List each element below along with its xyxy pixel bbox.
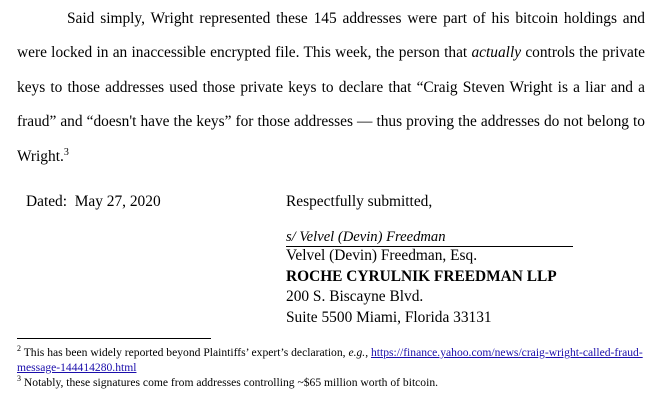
dated-line: Dated: May 27, 2020 <box>26 193 161 210</box>
signature-line: s/ Velvel (Devin) Freedman <box>286 229 573 247</box>
footnote-text: This has been widely reported beyond Plaintiffs’ expert’s declaration, <box>21 346 349 359</box>
address-line-2: Suite 5500 Miami, Florida 33131 <box>286 308 492 326</box>
footnote-divider <box>17 338 211 339</box>
body-paragraph <box>17 2 645 174</box>
footnote-2 <box>17 346 657 375</box>
paragraph-text-1: Said simply, Wright represented these 145 addresses were part of his bitcoin holdings and were locked in an inaccessible encrypted file. This week, the person that <box>17 10 645 62</box>
attorney-name: Velvel (Devin) Freedman, Esq. <box>286 247 478 264</box>
footnote-3 <box>17 376 657 391</box>
attorney-block <box>286 246 557 328</box>
address-line-1: 200 S. Biscayne Blvd. <box>286 288 424 305</box>
firm-name: ROCHE CYRULNIK FREEDMAN LLP <box>286 267 557 285</box>
footnote-ref-3[interactable]: 3 <box>63 146 69 158</box>
paragraph-text-2: controls the private keys to those addresses used those private keys to declare that “Craig Steven Wright is a liar and a fraud” and “doesn't have the keys” for those addresses — thus proving the addresses do not belong to Wright. <box>17 44 645 165</box>
footnote-number: 2 <box>17 344 21 354</box>
footnote-link[interactable]: https://finance.yahoo.com/news/craig-wright-called-fraud-message-144414280.html <box>17 346 643 374</box>
footnote-emphasis: e.g. <box>348 346 366 359</box>
footnote-number: 3 <box>17 374 21 384</box>
footnote-text-mid: , <box>365 346 371 359</box>
respectfully-submitted: Respectfully submitted, <box>286 193 433 210</box>
paragraph-emphasis: actually <box>471 44 522 62</box>
footnote-text: Notably, these signatures come from addresses controlling ~$65 million worth of bitcoin. <box>21 376 439 389</box>
